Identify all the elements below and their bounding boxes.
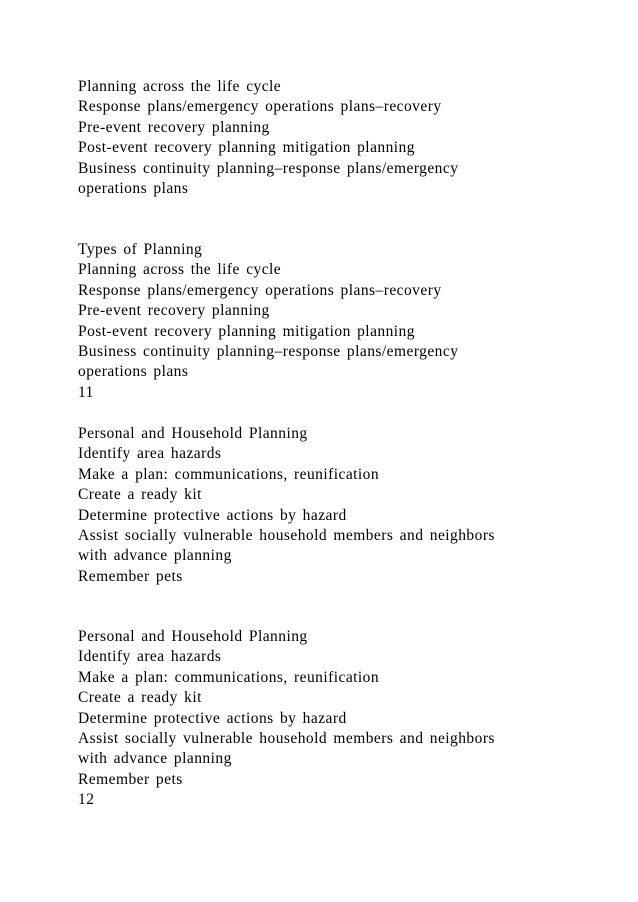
text-line: Assist socially vulnerable household members and neighbors [78, 526, 495, 544]
section-heading: Personal and Household Planning [78, 628, 308, 645]
section-heading: Types of Planning [78, 241, 203, 258]
text-line: Identify area hazards [78, 648, 222, 666]
text-line: Post-event recovery planning mitigation planning [78, 322, 415, 340]
text-line: Determine protective actions by hazard [78, 709, 347, 727]
text-block-types-of-planning [78, 240, 618, 403]
section-heading: Personal and Household Planning [78, 425, 308, 442]
text-line: Determine protective actions by hazard [78, 506, 347, 524]
slide-number: 11 [78, 383, 94, 401]
text-line: with advance planning [78, 547, 232, 565]
text-line: Make a plan: communications, reunification [78, 668, 380, 686]
text-line: Response plans/emergency operations plans–recovery [78, 281, 442, 299]
text-line: Pre-event recovery planning [78, 302, 270, 320]
text-line: Remember pets [78, 567, 183, 585]
text-line: Assist socially vulnerable household members and neighbors [78, 729, 495, 747]
text-line: Make a plan: communications, reunification [78, 465, 380, 483]
text-line: Business continuity planning–response plans/emergency [78, 159, 459, 177]
text-line: Response plans/emergency operations plans–recovery [78, 98, 442, 116]
text-line: operations plans [78, 363, 189, 381]
text-line: operations plans [78, 179, 189, 197]
slide-number: 12 [78, 791, 95, 809]
text-block-personal-household-planning [78, 424, 618, 587]
text-line: Remember pets [78, 770, 183, 788]
text-line: Planning across the life cycle [78, 261, 282, 279]
text-line: with advance planning [78, 750, 232, 768]
text-block-personal-household-planning-repeat [78, 627, 618, 811]
text-line: Planning across the life cycle [78, 78, 282, 95]
text-line: Business continuity planning–response plans/emergency [78, 342, 459, 360]
text-line: Create a ready kit [78, 486, 202, 504]
text-line: Create a ready kit [78, 689, 202, 707]
text-line: Pre-event recovery planning [78, 118, 270, 136]
text-line: Identify area hazards [78, 445, 222, 463]
text-block-planning-list [78, 77, 618, 199]
text-line: Post-event recovery planning mitigation planning [78, 139, 415, 157]
